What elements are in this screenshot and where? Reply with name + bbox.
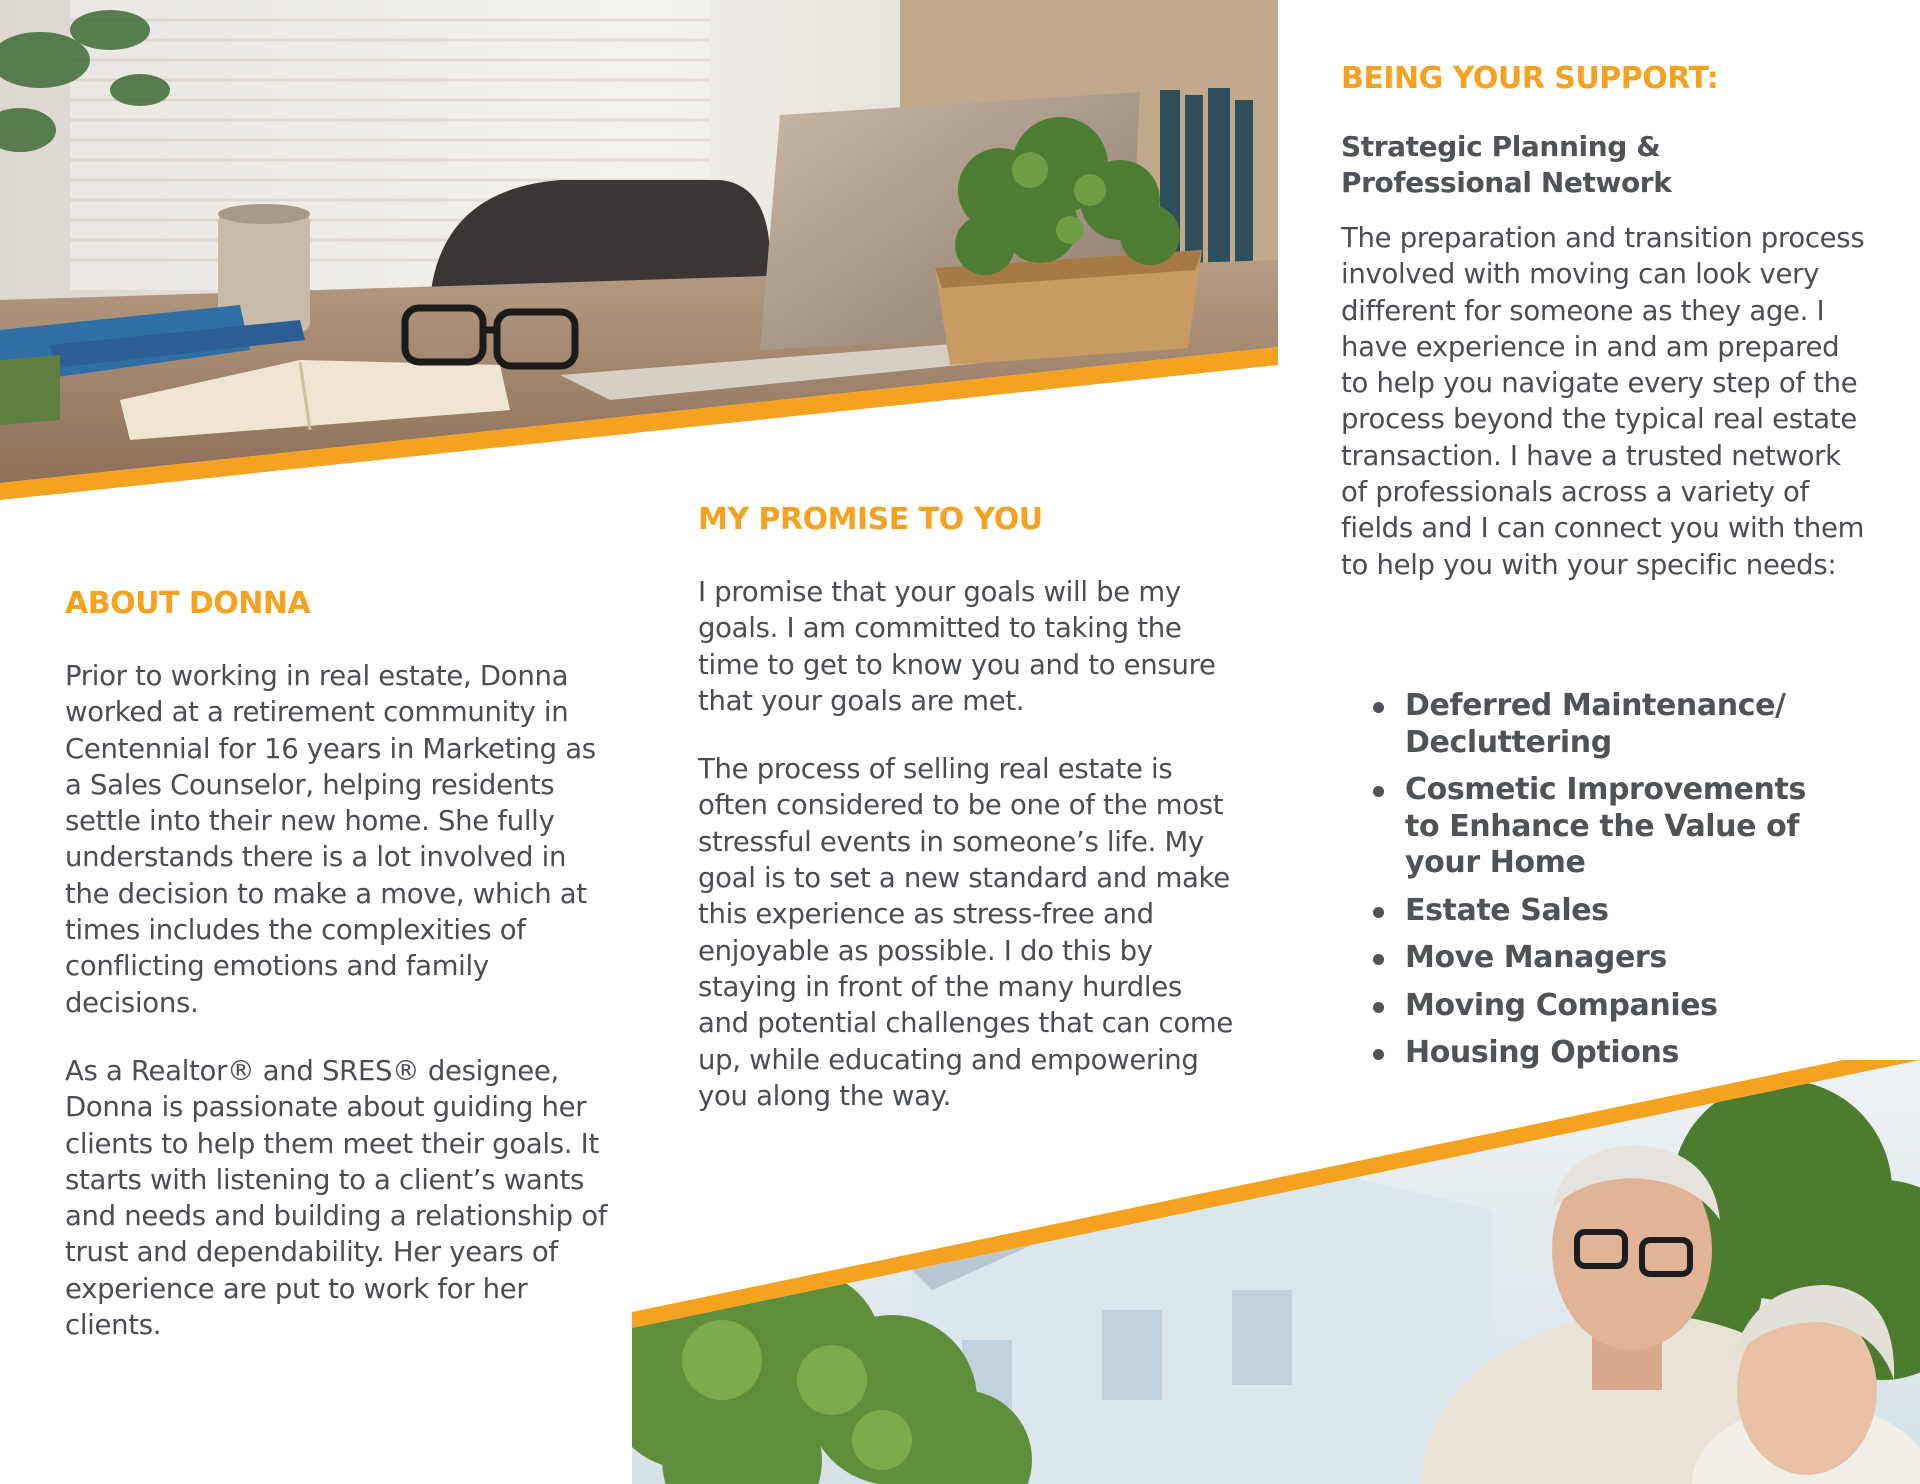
support-heading: BEING YOUR SUPPORT:	[1341, 61, 1719, 96]
about-paragraph-1: Prior to working in real estate, Donna worked at a retirement community in Centennial for 16 years in Marketing as a Sales Counselor, helping residents settle into their new home. She fully understands there is a lot involved in the decision to make a move, which at times includes the complexities of conflicting emotions and family decisions.	[65, 660, 596, 1019]
list-item: Deferred Maintenance/ Decluttering	[1373, 688, 1813, 761]
promise-paragraph-2: The process of selling real estate is often considered to be one of the most stressful events in someone’s life. My goal is to set a new standard and make this experience as stress-free and enjoyable as possible. I do this by staying in front of the many hurdles and potential challenges that can come up, while educating and empowering you along the way.	[698, 753, 1234, 1112]
about-paragraph-2: As a Realtor® and SRES® designee, Donna is passionate about guiding her clients to help them meet their goals. It starts with listening to a client’s wants and needs and building a relationship of trust and dependability. Her years of experience are put to work for her clients.	[65, 1054, 608, 1342]
list-item: Estate Sales	[1373, 893, 1813, 930]
desk-workspace-photo	[0, 0, 1278, 500]
promise-text	[698, 574, 1238, 1146]
promise-paragraph-1: I promise that your goals will be my goals. I am committed to taking the time to get to know you and to ensure that your goals are met.	[698, 576, 1216, 717]
list-item: Moving Companies	[1373, 988, 1813, 1025]
about-heading: ABOUT DONNA	[65, 586, 311, 621]
support-subheading: Strategic Planning & Professional Network	[1341, 130, 1672, 199]
list-item: Move Managers	[1373, 940, 1813, 977]
promise-heading: MY PROMISE TO YOU	[698, 502, 1043, 537]
support-text: The preparation and transition process involved with moving can look very different for someone as they age. I have experience in and am prepared to help you navigate every step of the process beyond the typical real estate transaction. I have a trusted network of professionals across a variety of fields and I can connect you with them to help you with your specific needs:	[1341, 222, 1865, 581]
about-text	[65, 658, 613, 1375]
list-item: Cosmetic Improvements to Enhance the Value of your Home	[1373, 772, 1813, 882]
support-list	[1373, 688, 1813, 1083]
list-item: Housing Options	[1373, 1035, 1813, 1072]
